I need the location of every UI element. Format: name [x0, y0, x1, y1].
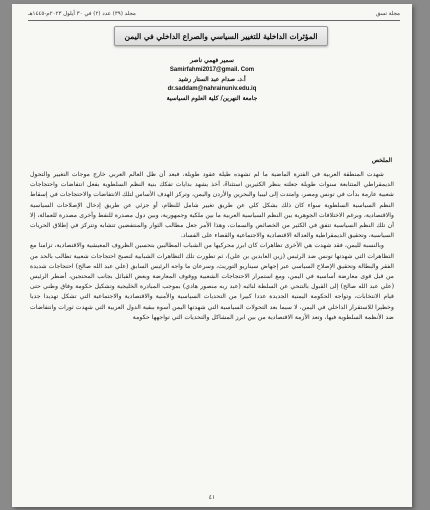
- article-title: المؤثرات الداخلية للتغيير السياسي والصراع الداخلي في اليمن: [114, 26, 328, 46]
- abstract-heading: الملخص: [371, 157, 392, 164]
- author1-name: سمير فهمي ناصر: [190, 57, 234, 64]
- author1-email[interactable]: Samirfahmi2017@gmail. Com: [169, 66, 255, 73]
- author2-name: أ.د. صدام عبد الستار رشيد: [178, 76, 246, 83]
- journal-page: [12, 4, 412, 507]
- page-number: ٤١: [208, 494, 216, 501]
- volume-info: مجلد (٣٩) عدد (٢) في ٣٠ أيلول ٢٠٢٣م-١٤٤٥هـ: [28, 11, 136, 17]
- author-block: [12, 56, 412, 104]
- abstract-paragraph-1: شهدت المنطقة العربية في الفترة الماضية ما لم تشهده طيلة عقود طويلة، فبعد أن ظل العالم العربي خارج موجات التغيير والتحول الديمقراطي المتتابعة سنوات طويلة جعلته بنظر الكثيرين استثناءً، أخذ يشهد بدايات تفكك بنية النظم السلطوية بفعل انتفاضات واحتجاجات شعبية عارمة بدأت في تونس ومصر، وامتدت إلى ليبيا والبحرين والأردن واليمن، وتركز الهدف الأساس لتلك الانتفاضات والاحتجاجات في إسقاط النظم السياسية السلطوية سواء كان ذلك بشكل كلي عن طريق تغيير شامل للنظام، أو جزئي عن طريق إدخال الإصلاحات السياسية والاقتصادية، وبرغم الاختلافات الجوهرية بين النظم السياسية العربية ما بين ملكية وجمهورية، وبين دول مصدرة للنفط وأخرى مصدرة للعمالة، إلا أن تلك النظم السياسية تتفق في الكثير من الخصائص والسمات، وهذا الأمر جعل مطالب الثوار والمنتفضين تتشابه وتتركز في إطلاق الحريات السياسية، وتحقيق الديمقراطية والعدالة الاقتصادية والاجتماعية والقضاء على الفساد.: [30, 171, 394, 240]
- abstract-body: [30, 170, 394, 487]
- abstract-paragraph-2: وبالنسبة لليمن، فقد شهدت هي الأخرى تظاهرات كان ابرز محركيها من الشباب المطالبين بتحسين الظروف المعيشية والاقتصادية، تزامنا مع التظاهرات التي شهدتها تونس ضد الرئيس (زين العابدين بن علي)، ثم تطورت تلك التظاهرات الشبابية لتصبح احتجاجات شعبية تطالب بالحد من الفقر والبطالة وتحقيق الإصلاح السياسي عبر إجهاض سيناريو التوريث، وسرعان ما واجه الرئيس السابق (علي عبد الله صالح) احتجاجات شديدة من قبل قوى معارضة أساسية في اليمن، ومع استمرار الاحتجاجات الشعبية ووقوف المعارضة وبعض القبائل بجانب المحتجين، أضطر الرئيس (علي عبد الله صالح) إلى القبول بالتنحي عن السلطة لنائبه (عبد ربه منصور هادي) بموجب المبادرة الخليجية وتشكيل حكومة وفاق وطني حتى قيام الانتخابات، وتواجه الحكومة اليمنية الجديدة عددا كبيرا من التحديات السياسية والأمنية والاقتصادية والاجتماعية التي تشكل تهديدا جديا وخطيرا للاستقرار الداخلي في اليمن، لا سيما بعد التحولات السياسية التي شهدتها اليمن أسوة ببقية الدول العربية التي شهدت ثورات وانتفاضات ضد الأنظمة السلطوية فيها، وتعد الأزمة الاقتصادية من بين ابرز المشاكل والتحديات التي تواجهها حكومة: [30, 242, 394, 321]
- affiliation: جامعة النهرين/ كلية العلوم السياسية: [166, 95, 258, 102]
- author2-email[interactable]: dr.saddam@nahrainuniv.edu.iq: [167, 85, 257, 92]
- running-header: [28, 9, 400, 19]
- journal-name: مجلة تسق: [375, 11, 400, 17]
